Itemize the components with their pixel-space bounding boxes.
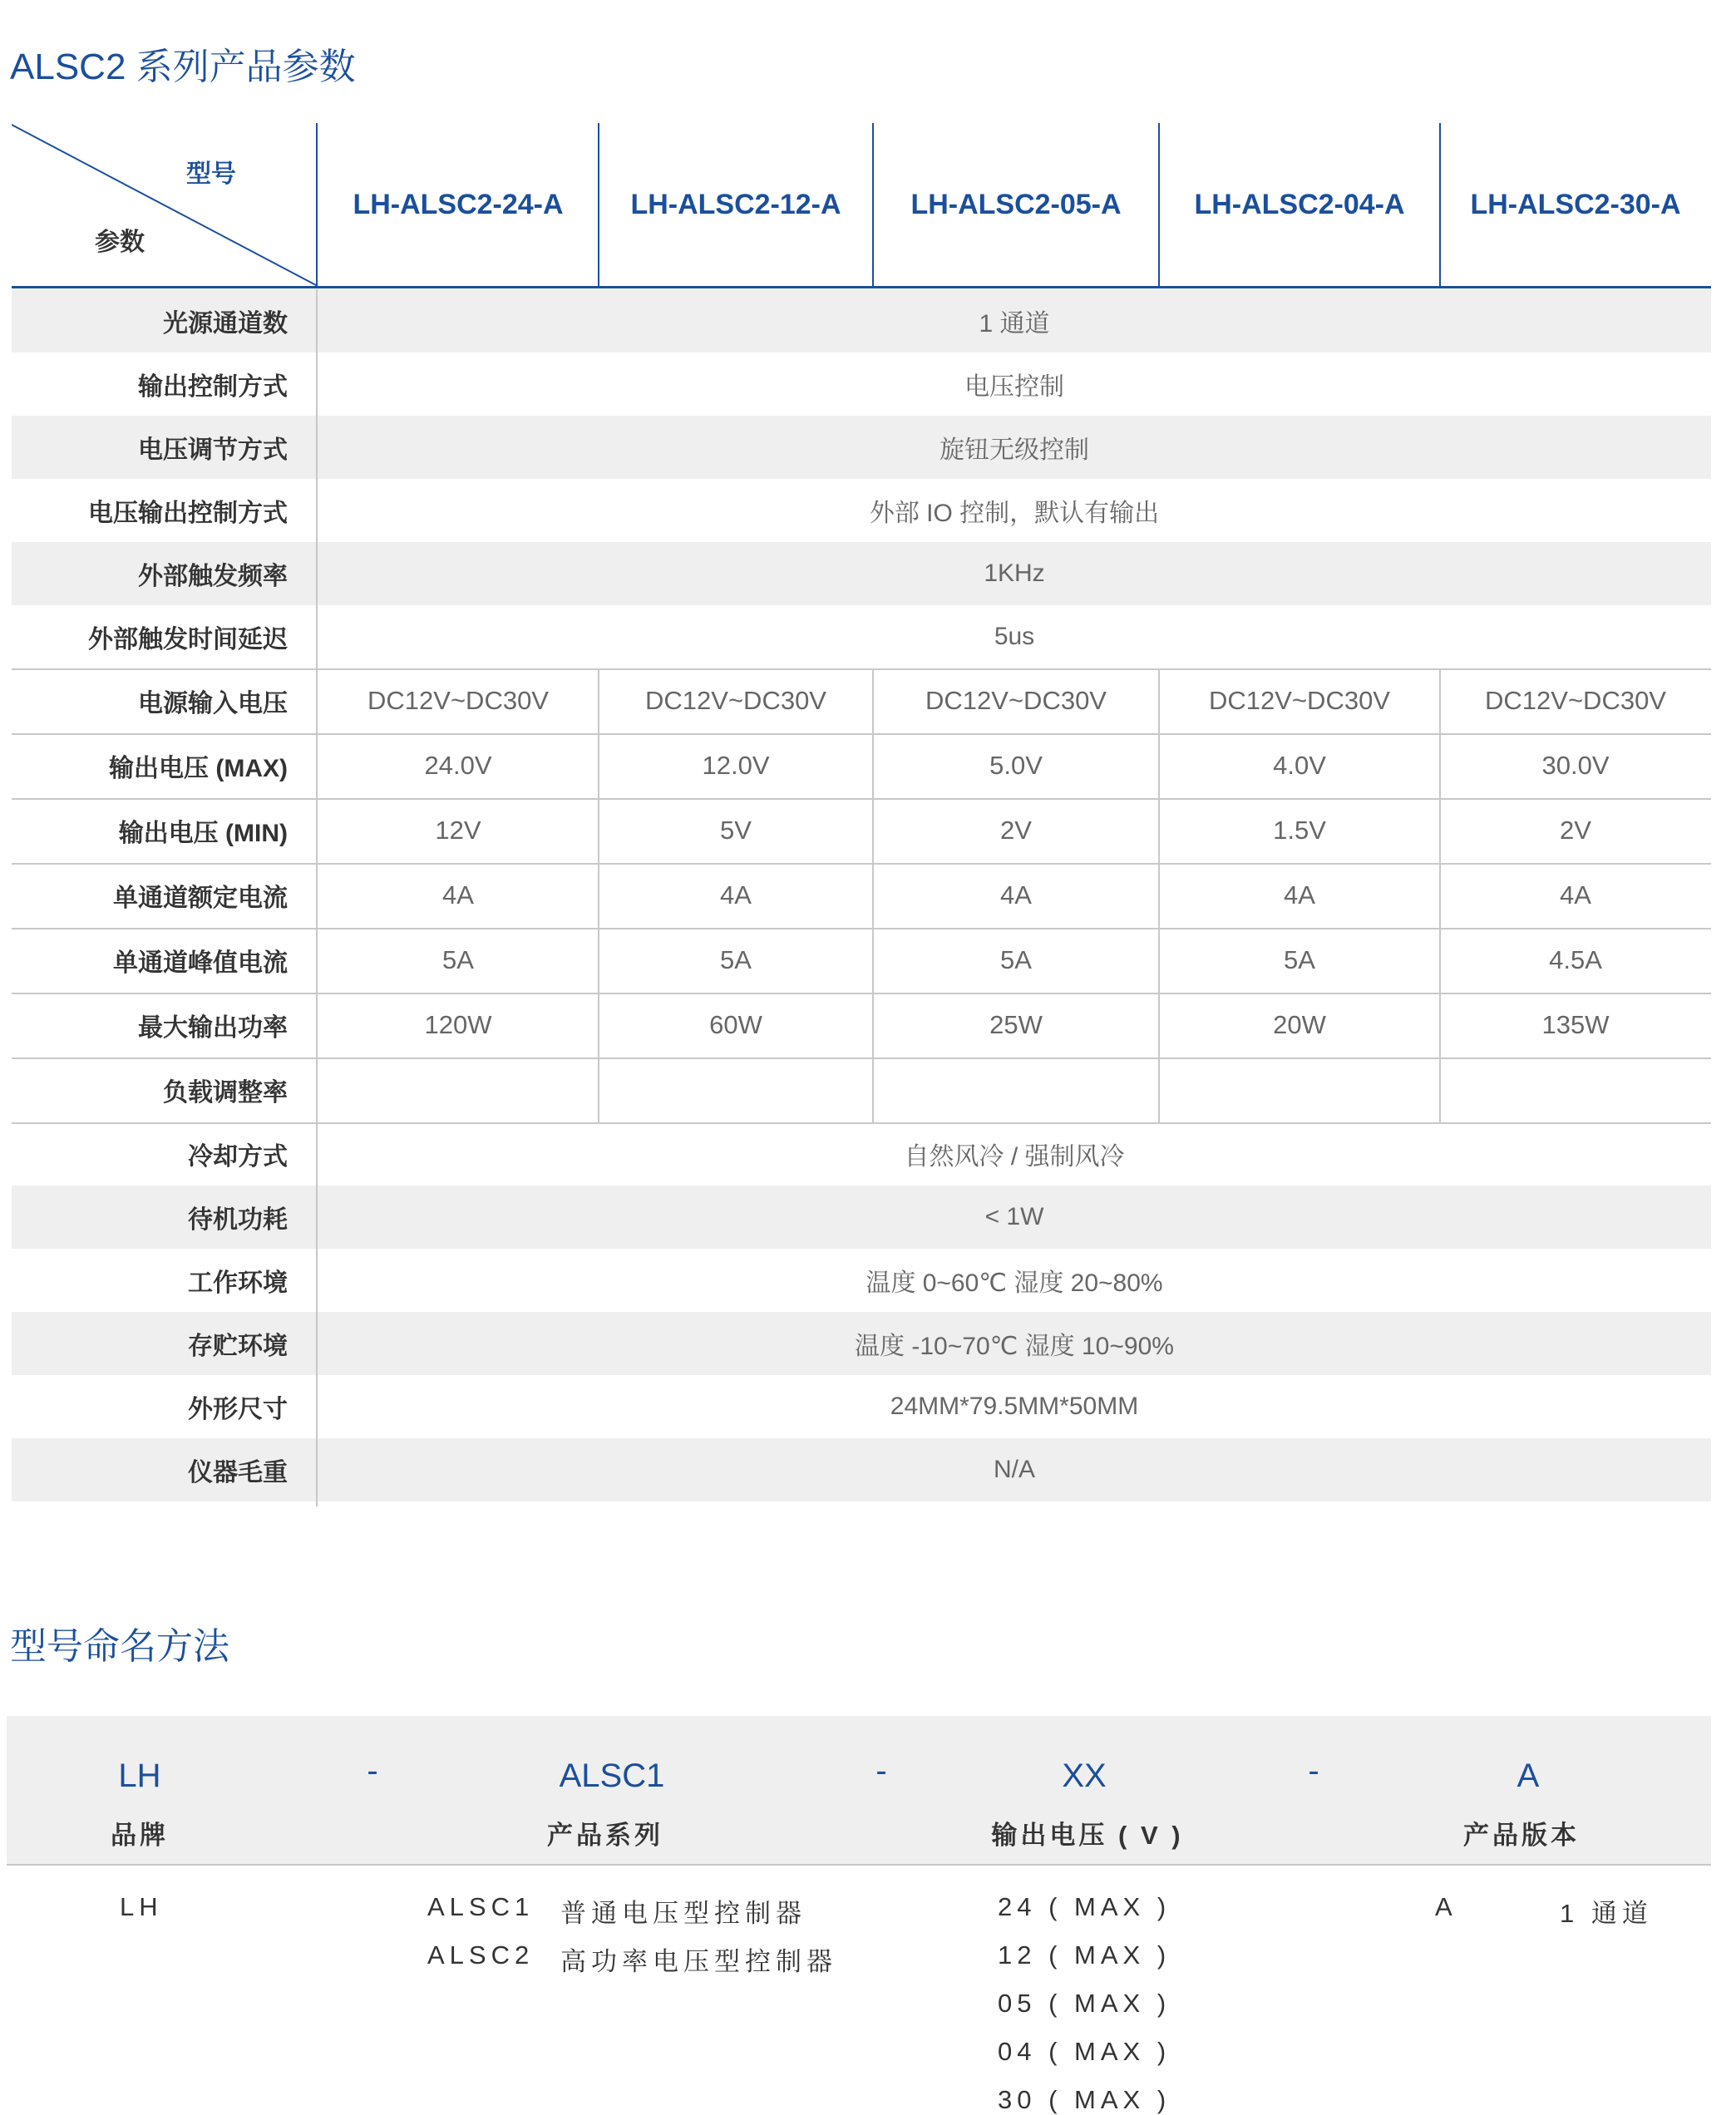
param-label: 外部触发时间延迟: [88, 626, 288, 653]
param-cell: DC12V~DC30V: [645, 686, 826, 715]
param-value: 自然风冷 / 强制风冷: [904, 1143, 1125, 1171]
param-cell: 12.0V: [702, 751, 770, 780]
param-label: 存贮环境: [188, 1333, 288, 1360]
param-label: 工作环境: [188, 1269, 288, 1297]
param-cell: 120W: [424, 1010, 492, 1039]
naming-separator: -: [875, 1753, 887, 1789]
param-row: [12, 1186, 1711, 1249]
column-divider: [1158, 993, 1160, 1058]
header-divider: [598, 123, 599, 286]
param-cell: 1.5V: [1273, 816, 1326, 845]
naming-field-2: 产品系列: [547, 1821, 663, 1850]
corner-param-label: 参数: [95, 229, 145, 256]
param-row: [12, 668, 1711, 735]
param-label: 待机功耗: [188, 1206, 288, 1234]
column-divider: [1439, 668, 1441, 733]
header-divider: [1439, 123, 1441, 286]
model-header-3: LH-ALSC2-05-A: [910, 188, 1122, 220]
header-divider: [316, 123, 318, 286]
param-cell: 135W: [1541, 1010, 1610, 1039]
param-row: [12, 542, 1711, 605]
param-label: 输出电压 (MIN): [118, 820, 288, 847]
param-cell: 5A: [1284, 945, 1315, 974]
header-divider: [1158, 123, 1160, 286]
param-cell: 4.5A: [1549, 945, 1602, 974]
column-divider: [1439, 733, 1441, 798]
voltage-option: 12 ( MAX ): [998, 1940, 1171, 1970]
param-row: [12, 1058, 1711, 1124]
param-row: [12, 1312, 1711, 1375]
param-label: 负载调整率: [163, 1079, 288, 1107]
column-divider: [872, 928, 874, 993]
column-divider: [1158, 733, 1160, 798]
param-row: [12, 1438, 1711, 1501]
param-cell: 5V: [720, 816, 752, 845]
naming-separator: -: [367, 1753, 378, 1789]
param-cell: DC12V~DC30V: [925, 686, 1107, 715]
param-row: [12, 733, 1711, 800]
naming-header: [7, 1716, 1711, 1866]
model-header-4: LH-ALSC2-04-A: [1194, 188, 1405, 220]
param-label: 最大输出功率: [138, 1014, 288, 1042]
label-column-divider: [316, 289, 318, 1506]
param-cell: 4.0V: [1273, 751, 1326, 780]
column-divider: [872, 668, 874, 733]
param-label: 冷却方式: [188, 1143, 288, 1171]
param-row: [12, 1122, 1711, 1186]
param-table: [12, 123, 1711, 1495]
param-cell: 12V: [435, 816, 481, 845]
param-cell: [1440, 1058, 1711, 1122]
series-code: ALSC1: [427, 1892, 535, 1921]
param-cell: DC12V~DC30V: [367, 686, 549, 715]
param-value: 24MM*79.5MM*50MM: [890, 1393, 1139, 1420]
column-divider: [598, 668, 599, 733]
param-cell: 4A: [442, 880, 474, 910]
param-label: 电源输入电压: [138, 690, 288, 717]
param-label: 输出控制方式: [138, 373, 288, 401]
param-row: [12, 479, 1711, 542]
param-label: 外部触发频率: [138, 563, 288, 590]
column-divider: [872, 993, 874, 1058]
section-title-params: ALSC2 系列产品参数: [10, 47, 356, 87]
param-cell: 2V: [1000, 816, 1032, 845]
param-label: 电压输出控制方式: [88, 500, 288, 527]
param-label: 仪器毛重: [188, 1459, 288, 1486]
param-cell: 4A: [720, 880, 752, 910]
param-cell: DC12V~DC30V: [1209, 686, 1390, 715]
param-value: 温度 -10~70℃ 湿度 10~90%: [855, 1333, 1174, 1360]
grid-top-rule: [12, 668, 1711, 670]
param-cell: 25W: [989, 1010, 1043, 1039]
param-row: [12, 352, 1711, 416]
param-cell: 5A: [720, 945, 752, 974]
param-cell: 5A: [442, 945, 474, 974]
naming-table: [7, 1716, 1711, 2114]
column-divider: [598, 1058, 599, 1122]
param-cell: 5A: [1000, 945, 1032, 974]
header-divider: [872, 123, 874, 286]
param-cell: 4A: [1284, 880, 1315, 910]
voltage-option: 04 ( MAX ): [998, 2037, 1171, 2066]
header-diagonal-line: [12, 123, 321, 289]
column-divider: [872, 1058, 874, 1122]
column-divider: [598, 798, 599, 863]
param-label: 输出电压 (MAX): [109, 755, 288, 782]
param-value: < 1W: [984, 1203, 1044, 1230]
param-cell: 24.0V: [424, 751, 492, 780]
param-cell: 4A: [1000, 880, 1032, 910]
series-desc: 高功率电压型控制器: [560, 1947, 837, 1976]
column-divider: [1158, 1058, 1160, 1122]
param-value: 1 通道: [979, 310, 1050, 338]
section-title-naming: 型号命名方法: [10, 1626, 229, 1667]
param-cell: 30.0V: [1541, 751, 1610, 780]
param-row: [12, 1249, 1711, 1312]
column-divider: [598, 733, 599, 798]
param-label: 单通道峰值电流: [113, 949, 288, 977]
column-divider: [598, 863, 599, 928]
column-divider: [872, 733, 874, 798]
param-row: [12, 416, 1711, 479]
column-divider: [1439, 798, 1441, 863]
model-header-2: LH-ALSC2-12-A: [630, 188, 841, 220]
naming-separator: -: [1308, 1753, 1319, 1789]
param-value: 外部 IO 控制，默认有输出: [869, 500, 1160, 527]
column-divider: [1439, 928, 1441, 993]
param-cell: DC12V~DC30V: [1485, 686, 1666, 715]
param-cell: 5.0V: [989, 751, 1043, 780]
voltage-option: 30 ( MAX ): [998, 2085, 1171, 2114]
param-cell: [599, 1058, 873, 1122]
param-row: [12, 993, 1711, 1059]
corner-model-label: 型号: [186, 160, 236, 188]
column-divider: [1439, 993, 1441, 1058]
param-label: 单通道额定电流: [113, 885, 288, 912]
param-value: 旋钮无级控制: [940, 436, 1089, 464]
column-divider: [1439, 1058, 1441, 1122]
column-divider: [872, 798, 874, 863]
naming-code-3: XX: [1062, 1758, 1107, 1794]
param-label: 电压调节方式: [138, 436, 288, 464]
param-row: [12, 928, 1711, 994]
column-divider: [1158, 668, 1160, 733]
naming-code-1: LH: [118, 1758, 161, 1794]
param-value: 5us: [994, 623, 1035, 650]
voltage-option: 24 ( MAX ): [998, 1892, 1171, 1921]
model-header-5: LH-ALSC2-30-A: [1470, 188, 1681, 220]
param-label: 外形尺寸: [188, 1396, 288, 1423]
naming-field-4: 产品版本: [1463, 1821, 1580, 1850]
param-cell: [873, 1058, 1159, 1122]
column-divider: [872, 863, 874, 928]
param-row: [12, 798, 1711, 865]
param-value: N/A: [993, 1456, 1035, 1483]
series-code: ALSC2: [427, 1940, 535, 1970]
param-cell: 2V: [1560, 816, 1591, 845]
column-divider: [1158, 863, 1160, 928]
column-divider: [598, 928, 599, 993]
param-value: 电压控制: [964, 373, 1064, 401]
param-value: 温度 0~60℃ 湿度 20~80%: [866, 1269, 1163, 1297]
voltage-option: 05 ( MAX ): [998, 1989, 1171, 2018]
column-divider: [598, 993, 599, 1058]
param-row: [12, 289, 1711, 352]
naming-code-4: A: [1517, 1758, 1540, 1794]
param-cell: 4A: [1560, 880, 1591, 910]
naming-field-3: 输出电压 ( V ): [991, 1821, 1184, 1850]
column-divider: [1158, 798, 1160, 863]
param-value: 1KHz: [984, 560, 1045, 587]
naming-code-2: ALSC1: [559, 1758, 665, 1794]
param-cell: [1159, 1058, 1440, 1122]
header-bottom-rule: [12, 286, 1711, 288]
column-divider: [1439, 863, 1441, 928]
param-row: [12, 605, 1711, 668]
param-row: [12, 1375, 1711, 1438]
version-desc: 1 通道: [1560, 1899, 1653, 1928]
naming-field-1: 品牌: [111, 1821, 169, 1850]
param-cell: [318, 1058, 599, 1122]
model-header-1: LH-ALSC2-24-A: [353, 188, 564, 220]
column-divider: [1158, 928, 1160, 993]
param-cell: 60W: [709, 1010, 762, 1039]
param-label: 光源通道数: [163, 310, 288, 338]
version-code: A: [1435, 1892, 1457, 1921]
series-desc: 普通电压型控制器: [560, 1899, 806, 1928]
brand-value: LH: [120, 1892, 163, 1921]
param-cell: 20W: [1273, 1010, 1326, 1039]
param-row: [12, 863, 1711, 929]
